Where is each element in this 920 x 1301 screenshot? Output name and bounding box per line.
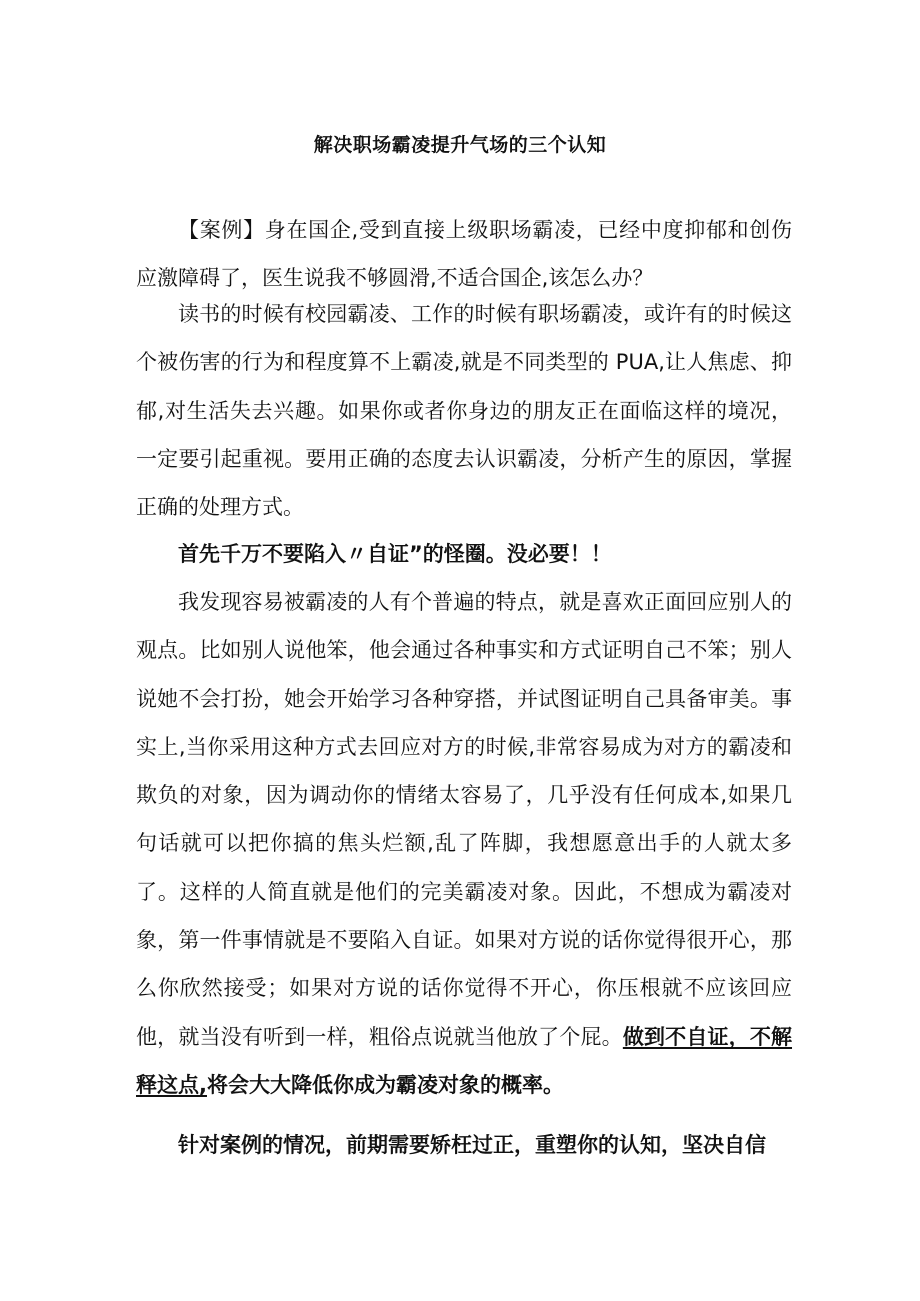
case-paragraph: 【案例】身在国企,受到直接上级职场霸凌，已经中度抑郁和创伤应激障碍了，医生说我不够圆滑,不适合国企,该怎么办？ <box>136 218 792 291</box>
section-heading-one: 首先千万不要陷入〃自证”的怪圈。没必要！！ <box>178 542 612 566</box>
document-title: 解决职场霸凌提升气场的三个认知 <box>313 134 607 156</box>
observation-paragraph <box>136 578 792 1109</box>
observation-emphasis: 将会大大降低你成为霸凌对象的概率。 <box>206 1072 564 1097</box>
last-paragraph: 针对案例的情况，前期需要矫枉过正，重塑你的认知，坚决自信 <box>178 1133 766 1157</box>
observation-emphasis-underlined: 做到不自证，不解释这点, <box>136 1024 793 1097</box>
observation-paragraph-text: 我发现容易被霸凌的人有个普遍的特点，就是喜欢正面回应别人的观点。比如别人说他笨，他会通过各种事实和方式证明自己不笨；别人说她不会打扮，她会开始学习各种穿搭，并试图证明自己具备审美。事实上,当你采用这种方式去回应对方的时候,非常容易成为对方的霸凌和欺负的对象，因为调动你的情绪太容易了，几乎没有任何成本,如果几句话就可以把你搞的焦头烂额,乱了阵脚，我想愿意出手的人就太多了。这样的人简直就是他们的完美霸凌对象。因此，不想成为霸凌对象，第一件事情就是不要陷入自证。如果对方说的话你觉得很开心，那么你欣然接受；如果对方说的话你觉得不开心，你压根就不应该回应他，就当没有听到一样，粗俗点说就当他放了个屁。 <box>136 590 792 1049</box>
reading-paragraph: 读书的时候有校园霸凌、工作的时候有职场霸凌，或许有的时候这个被伤害的行为和程度算不上霸凌,就是不同类型的 PUA,让人焦虑、抑郁,对生活失去兴趣。如果你或者你身边的朋友正在面临这样的境况，一定要引起重视。要用正确的态度去认识霸凌，分析产生的原因，掌握正确的处理方式。 <box>136 302 792 520</box>
